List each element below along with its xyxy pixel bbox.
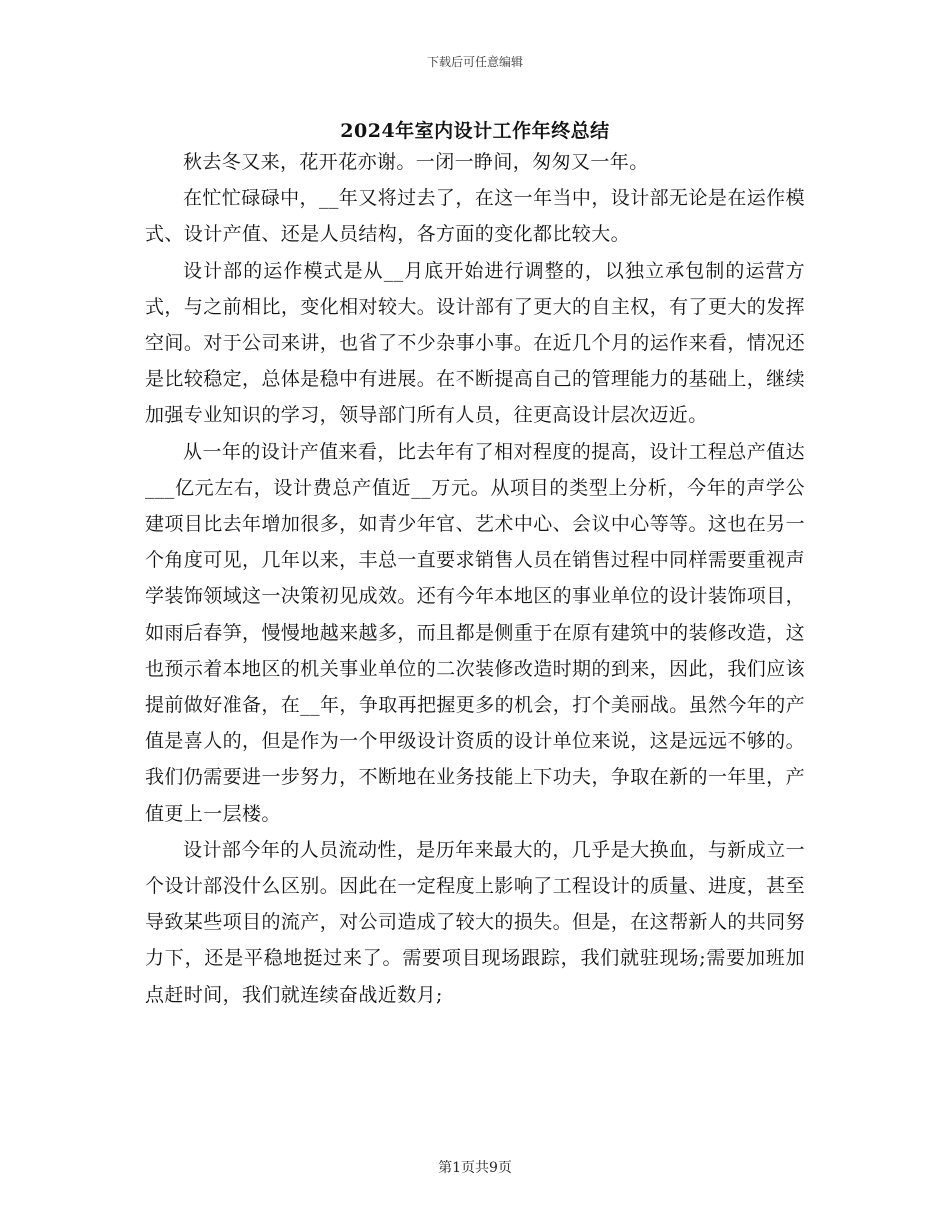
header-note: 下载后可任意编辑 bbox=[426, 55, 523, 69]
paragraph-output-value: 从一年的设计产值来看，比去年有了相对程度的提高，设计工程总产值达___亿元左右，设计费总产值近__万元。从项目的类型上分析，今年的声学公建项目比去年增加很多，如青少年官、艺术中心、会议中心等等。这也在另一个角度可见，几年以来，丰总一直要求销售人员在销售过程中同样需要重视声学装饰领域这一决策初见成效。还有今年本地区的事业单位的设计装饰项目，如雨后春笋，慢慢地越来越多，而且都是侧重于在原有建筑中的装修改造，这也预示着本地区的机关事业单位的二次装修改造时期的到来，因此，我们应该提前做好准备，在__年，争取再把握更多的机会，打个美丽战。虽然今年的产值是喜人的，但是作为一个甲级设计资质的设计单位来说，这是远远不够的。我们仍需要进一步努力，不断地在业务技能上下功夫，争取在新的一年里，产值更上一层楼。 bbox=[145, 440, 806, 825]
paragraph-staffing: 设计部今年的人员流动性，是历年来最大的，几乎是大换血，与新成立一个设计部没什么区别。因此在一定程度上影响了工程设计的质量、进度，甚至导致某些项目的流产，对公司造成了较大的损失。但是，在这帮新人的共同努力下，还是平稳地挺过来了。需要项目现场跟踪，我们就驻现场;需要加班加点赶时间，我们就连续奋战近数月; bbox=[145, 838, 805, 1006]
paragraph-operation-mode: 设计部的运作模式是从__月底开始进行调整的，以独立承包制的运营方式，与之前相比，变化相对较大。设计部有了更大的自主权，有了更大的发挥空间。对于公司来讲，也省了不少杂事小事。在近几个月的运作来看，情况还是比较稳定，总体是稳中有进展。在不断提高自己的管理能力的基础上，继续加强专业知识的学习，领导部门所有人员，往更高设计层次迈近。 bbox=[145, 259, 805, 427]
document-body bbox=[145, 144, 805, 1013]
page-footer: 第1页共9页 bbox=[438, 1160, 512, 1176]
document-title: 2024年室内设计工作年终总结 bbox=[340, 120, 610, 142]
paragraph-opening: 秋去冬又来，花开花亦谢。一闭一睁间，匆匆又一年。 bbox=[183, 151, 649, 173]
paragraph-overview: 在忙忙碌碌中，__年又将过去了，在这一年当中，设计部无论是在运作模式、设计产值、还是人员结构，各方面的变化都比较大。 bbox=[145, 187, 805, 246]
